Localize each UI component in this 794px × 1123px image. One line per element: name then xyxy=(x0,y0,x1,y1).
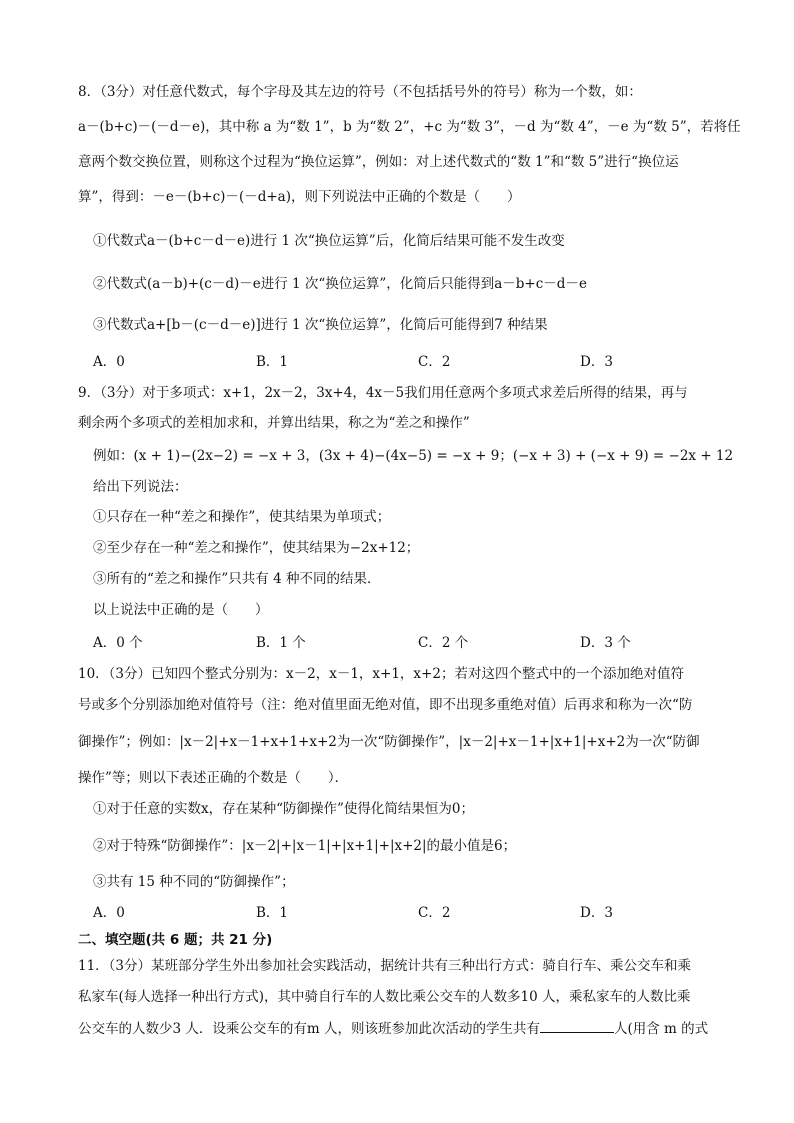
q11-stem-line3 xyxy=(78,1018,708,1039)
q10-statement-3: ③共有 15 种不同的“防御操作”； xyxy=(93,874,295,890)
q9-option-d: D．3 个 xyxy=(580,635,631,651)
q8-option-c: C．2 xyxy=(418,354,451,370)
section-heading: 二、填空题(共 6 题；共 21 分) xyxy=(78,932,273,948)
q9-statement-1: ①只存在一种“差之和操作”，使其结果为单项式； xyxy=(93,509,391,525)
q8-option-b: B．1 xyxy=(256,354,289,370)
q8-option-d: D．3 xyxy=(580,354,613,370)
q10-stem-line3: 御操作”；例如：|x－2|+x－1+x+1+x+2为一次“防御操作”，|x－2|+x－1+|x+1|+x+2为一次“防御 xyxy=(78,734,700,750)
q10-stem-line4: 操作”等；则以下表述正确的个数是（ ）． xyxy=(78,770,349,786)
q8-statement-3: ③代数式a+[b－(c－d－e)]进行 1 次“换位运算”，化简后可能得到7 种结果 xyxy=(93,317,548,333)
q9-stem-line2: 剩余两个多项式的差相加求和，并算出结果，称之为“差之和操作” xyxy=(78,415,470,431)
q11-stem-line1: 11．（3分）某班部分学生外出参加社会实践活动，据统计共有三种出行方式：骑自行车、乘公交车和乘 xyxy=(78,958,692,974)
q9-prompt: 给出下列说法： xyxy=(93,479,188,495)
q9-option-b: B．1 个 xyxy=(256,635,306,651)
q8-option-a: A．0 xyxy=(93,354,125,370)
q8-statement-1: ①代数式a－(b+c－d－e)进行 1 次“换位运算”后，化简后结果可能不发生改变 xyxy=(93,233,565,249)
q11-stem-line2: 私家车(每人选择一种出行方式)，其中骑自行车的人数比乘公交车的人数多10 人，乘私家车的人数比乘 xyxy=(78,989,691,1005)
q10-statement-2: ②对于特殊“防御操作”：|x－2|+|x－1|+|x+1|+|x+2|的最小值是6； xyxy=(93,838,517,854)
q8-stem-line1: 8．（3分）对任意代数式，每个字母及其左边的符号（不包括括号外的符号）称为一个数，如： xyxy=(78,84,642,100)
q9-statement-2: ②至少存在一种“差之和操作”，使其结果为−2x+12； xyxy=(93,540,420,556)
answer-blank[interactable] xyxy=(540,1018,614,1033)
q8-stem-line2: a－(b+c)－(－d－e)，其中称 a 为“数 1”，b 为“数 2”，+c 为“数 3”，－d 为“数 4”，－e 为“数 5”，若将任 xyxy=(78,119,741,135)
q10-stem-line2: 号或多个分别添加绝对值符号（注：绝对值里面无绝对值，即不出现多重绝对值）后再求和称为一次“防 xyxy=(78,697,693,713)
q10-option-d: D．3 xyxy=(580,905,613,921)
q8-stem-line4: 算”，得到：－e－(b+c)－(－d+a)，则下列说法中正确的个数是（ ） xyxy=(78,189,521,205)
q9-question: 以上说法中正确的是（ ） xyxy=(93,602,269,618)
q10-option-b: B．1 xyxy=(256,905,289,921)
q10-option-c: C．2 xyxy=(418,905,451,921)
q9-option-a: A．0 个 xyxy=(93,635,143,651)
q10-option-a: A．0 xyxy=(93,905,125,921)
q10-statement-1: ①对于任意的实数x，存在某种“防御操作”使得化简结果恒为0； xyxy=(93,801,475,817)
q9-statement-3: ③所有的“差之和操作”只共有 4 种不同的结果． xyxy=(93,571,381,587)
q9-example: 例如：(x + 1)−(2x−2) = −x + 3，(3x + 4)−(4x−5) = −x + 9；(−x + 3) + (−x + 9) = −2x + 12 xyxy=(93,448,734,464)
q9-option-c: C．2 个 xyxy=(418,635,469,651)
q10-stem-line1: 10．（3分）已知四个整式分别为：x－2，x－1，x+1，x+2；若对这四个整式中的一个添加绝对值符 xyxy=(78,666,684,682)
q11-line3-text: 公交车的人数少3 人．设乘公交车的有m 人，则该班参加此次活动的学生共有 xyxy=(78,1021,540,1037)
q11-line3-tail: 人(用含 m 的式 xyxy=(613,1021,709,1037)
q8-statement-2: ②代数式(a－b)+(c－d)－e进行 1 次“换位运算”，化简后只能得到a－b+c－d－e xyxy=(93,276,587,292)
q9-stem-line1: 9．（3分）对于多项式：x+1，2x－2，3x+4，4x－5我们用任意两个多项式求差后所得的结果，再与 xyxy=(78,385,688,401)
q8-stem-line3: 意两个数交换位置，则称这个过程为“换位运算”，例如：对上述代数式的“数 1”和“数 5”进行“换位运 xyxy=(78,154,679,170)
